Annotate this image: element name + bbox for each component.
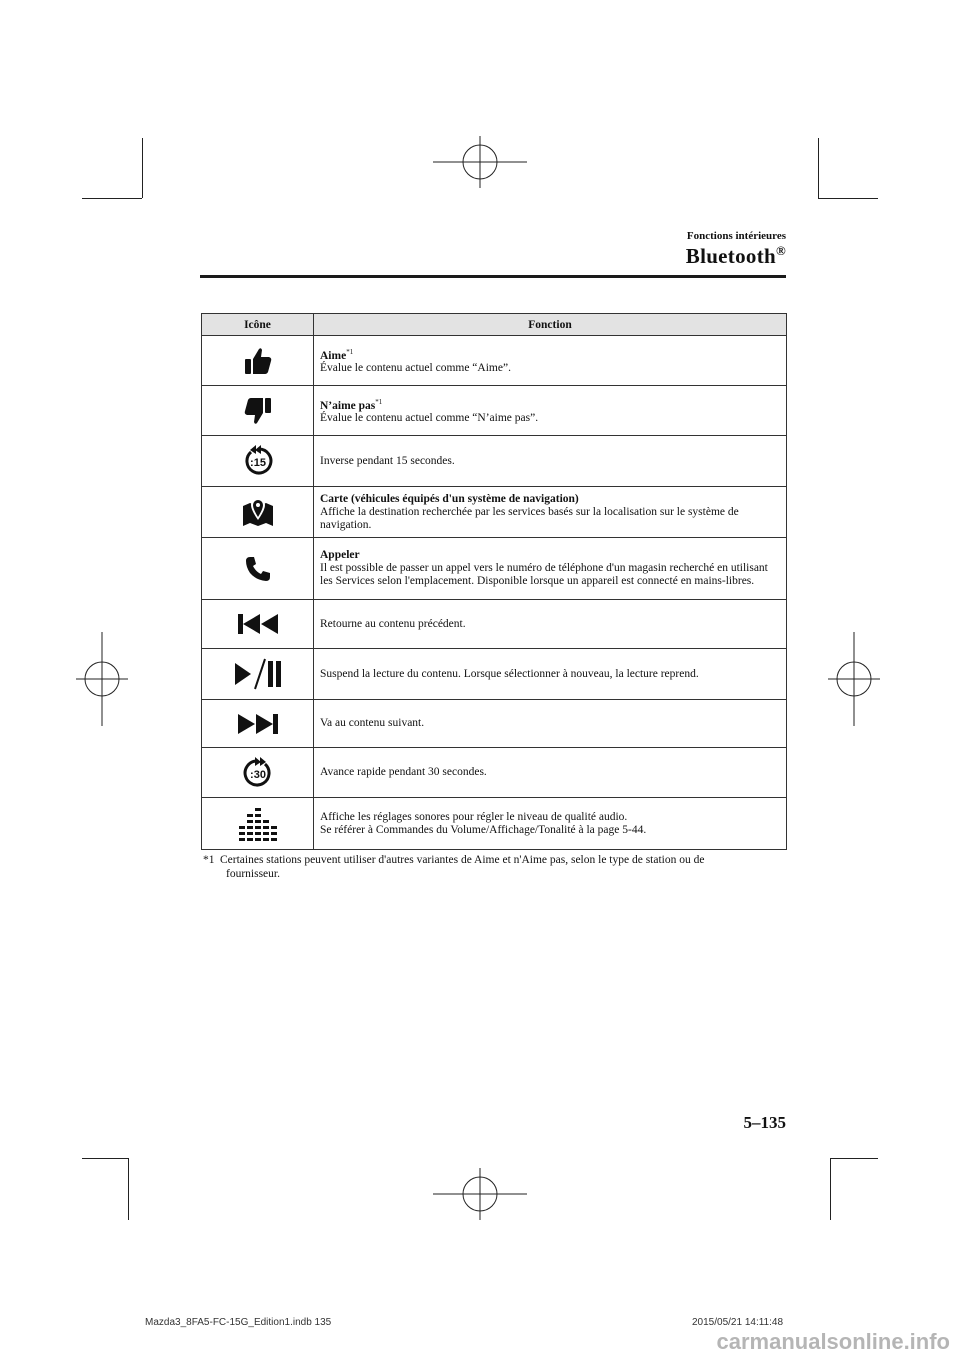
- function-description: Évalue le contenu actuel comme “N’aime pas”.: [320, 412, 539, 425]
- table-row: [202, 336, 787, 386]
- function-cell: [314, 436, 787, 487]
- crop-mark: [82, 1158, 128, 1159]
- registered-mark: ®: [775, 243, 786, 258]
- next-track-icon: [236, 712, 280, 736]
- icon-cell: [202, 386, 314, 436]
- registration-target-icon: [433, 136, 527, 188]
- function-cell: [314, 600, 787, 649]
- footnote: [203, 853, 783, 881]
- function-cell: [314, 798, 787, 850]
- function-title: Appeler: [320, 549, 360, 561]
- crop-mark: [82, 198, 142, 199]
- icon-cell: [202, 748, 314, 798]
- footnote-text-continuation: fournisseur.: [226, 868, 280, 880]
- icon-cell: [202, 436, 314, 487]
- icon-cell: [202, 538, 314, 600]
- registration-target-icon: [433, 1168, 527, 1220]
- column-header-icon: Icône: [202, 314, 314, 336]
- registration-target-icon: [828, 632, 880, 726]
- forward-30-icon: [242, 757, 274, 789]
- thumbs-up-icon: [243, 346, 273, 376]
- function-cell: [314, 649, 787, 700]
- table-row: [202, 436, 787, 487]
- icon-cell: [202, 600, 314, 649]
- crop-mark: [128, 1158, 129, 1220]
- rewind-15-icon: [242, 445, 274, 477]
- table-row: [202, 798, 787, 850]
- print-file-info: Mazda3_8FA5-FC-15G_Edition1.indb 135: [145, 1317, 332, 1328]
- previous-track-icon: [236, 612, 280, 636]
- function-description: Il est possible de passer un appel vers le numéro de téléphone d'un magasin recherché en utilisant les Services selon l'emplacement. Disponible lorsque un appareil est connecté en mains-libres.: [320, 562, 768, 587]
- svg-text::30: :30: [249, 768, 266, 781]
- function-description: Inverse pendant 15 secondes.: [320, 454, 455, 467]
- table-row: [202, 649, 787, 700]
- footnote-text: [203, 853, 783, 881]
- icon-cell: [202, 649, 314, 700]
- function-title: [320, 396, 780, 413]
- header-divider: [200, 275, 786, 278]
- icon-function-table: [201, 313, 787, 850]
- page-number: 5–135: [743, 1113, 786, 1132]
- function-description: Suspend la lecture du contenu. Lorsque sélectionner à nouveau, la lecture reprend.: [320, 667, 699, 680]
- svg-text::15: :15: [249, 457, 266, 469]
- footnote-marker: *1: [203, 854, 215, 866]
- table-row: [202, 487, 787, 538]
- print-timestamp: 2015/05/21 14:11:48: [692, 1317, 784, 1328]
- function-description: Affiche la destination recherchée par les services basés sur la localisation sur le système de navigation.: [320, 505, 739, 531]
- table-row: [202, 538, 787, 600]
- table-row: [202, 748, 787, 798]
- crop-mark: [830, 1158, 831, 1220]
- play-pause-icon: [233, 657, 283, 691]
- function-cell: [314, 336, 787, 386]
- crop-mark: [142, 138, 143, 198]
- page-title: [686, 243, 786, 269]
- table-row: [202, 600, 787, 649]
- function-description: Retourne au contenu précédent.: [320, 617, 466, 630]
- function-description: Va au contenu suivant.: [320, 717, 425, 729]
- table-row: [202, 700, 787, 748]
- table-header-row: [202, 314, 787, 336]
- table-row: [202, 386, 787, 436]
- function-cell: [314, 748, 787, 798]
- column-header-function: Fonction: [314, 314, 787, 336]
- thumbs-down-icon: [243, 396, 273, 426]
- icon-cell: [202, 487, 314, 538]
- footnote-ref: *1: [346, 347, 354, 356]
- function-cell: [314, 538, 787, 600]
- equalizer-icon: [238, 807, 278, 841]
- section-label: Fonctions intérieures: [686, 230, 786, 242]
- crop-mark: [818, 198, 878, 199]
- crop-mark: [830, 1158, 878, 1159]
- icon-cell: [202, 700, 314, 748]
- function-title: Carte (véhicules équipés d'un système de navigation): [320, 492, 579, 505]
- registration-target-icon: [76, 632, 128, 726]
- function-description: Avance rapide pendant 30 secondes.: [320, 766, 487, 778]
- icon-cell: [202, 336, 314, 386]
- function-title: [320, 346, 780, 363]
- function-description: Affiche les réglages sonores pour régler le niveau de qualité audio. Se référer à Commandes du Volume/Affichage/Tonalité à la page 5-44.: [320, 810, 647, 836]
- footnote-text-line: Certaines stations peuvent utiliser d'autres variantes de Aime et n'Aime pas, selon le type de station ou de: [220, 854, 705, 866]
- function-title-text: N’aime pas: [320, 399, 376, 412]
- function-cell: [314, 386, 787, 436]
- function-title-text: Aime: [320, 349, 347, 362]
- icon-cell: [202, 798, 314, 850]
- crop-mark: [818, 138, 819, 198]
- function-cell: [314, 700, 787, 748]
- function-cell: [314, 487, 787, 538]
- map-pin-icon: [242, 496, 274, 528]
- phone-icon: [244, 555, 272, 583]
- page-title-text: Bluetooth: [685, 244, 776, 268]
- watermark: carmanualsonline.info: [716, 1329, 950, 1354]
- footnote-ref: *1: [375, 397, 383, 406]
- function-description: Évalue le contenu actuel comme “Aime”.: [320, 362, 511, 375]
